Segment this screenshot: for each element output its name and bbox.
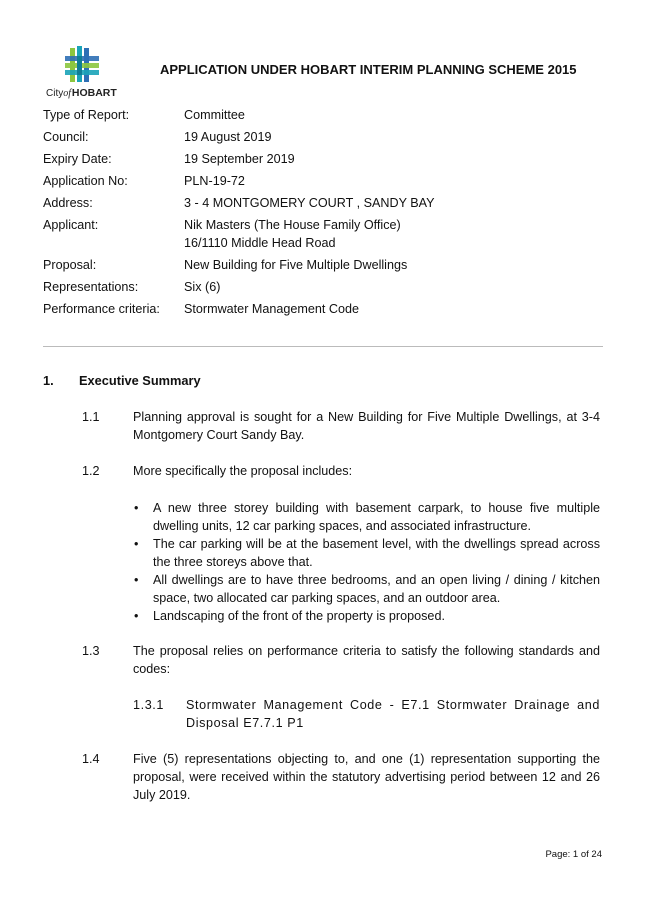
meta-value: 3 - 4 MONTGOMERY COURT , SANDY BAY [184, 196, 435, 210]
list-item: • The car parking will be at the basement level, with the dwellings spread across the three storeys above that. [133, 535, 600, 571]
section-title: Executive Summary [79, 373, 201, 388]
section-number: 1. [43, 373, 54, 388]
meta-row-council [43, 128, 435, 146]
paragraph-1-1 [82, 408, 600, 444]
paragraph-1-4 [82, 750, 600, 804]
meta-label: Performance criteria: [43, 302, 160, 316]
paragraph-number: 1.1 [82, 410, 100, 424]
meta-value: New Building for Five Multiple Dwellings [184, 258, 408, 272]
meta-row-proposal [43, 256, 435, 274]
paragraph-number: 1.4 [82, 752, 100, 766]
list-item: • Landscaping of the front of the property is proposed. [133, 607, 600, 625]
meta-row-performance-criteria [43, 300, 435, 318]
applicant-address: 16/1110 Middle Head Road [184, 236, 336, 250]
page-number: Page: 1 of 24 [545, 849, 602, 860]
meta-label: Address: [43, 196, 93, 210]
meta-label: Expiry Date: [43, 152, 112, 166]
meta-value: PLN-19-72 [184, 174, 245, 188]
paragraph-number: 1.2 [82, 464, 100, 478]
divider [43, 346, 603, 347]
subparagraph-number: 1.3.1 [133, 698, 165, 712]
meta-row-address [43, 194, 435, 212]
logo-text: Cityof HOBART [46, 87, 117, 99]
meta-label: Council: [43, 130, 89, 144]
meta-value: 19 August 2019 [184, 130, 272, 144]
applicant-name: Nik Masters (The House Family Office) [184, 218, 401, 232]
meta-label: Type of Report: [43, 108, 130, 122]
paragraph-text: More specifically the proposal includes: [133, 464, 353, 478]
meta-row-applicant [43, 216, 435, 252]
paragraph-1-3 [82, 642, 600, 678]
report-details [43, 106, 435, 322]
meta-value: Committee [184, 108, 245, 122]
meta-label: Proposal: [43, 258, 97, 272]
list-item: • A new three storey building with basement carpark, to house five multiple dwelling units, 12 car parking spaces, and associated infrastructure. [133, 499, 600, 535]
subparagraph-1-3-1 [133, 696, 600, 732]
list-item: • All dwellings are to have three bedrooms, and an open living / dining / kitchen space, two allocated car parking spaces, and an outdoor area. [133, 571, 600, 607]
meta-label: Application No: [43, 174, 128, 188]
meta-label: Representations: [43, 280, 139, 294]
meta-row-expiry [43, 150, 435, 168]
meta-label: Applicant: [43, 218, 99, 232]
meta-value: 19 September 2019 [184, 152, 295, 166]
meta-row-type [43, 106, 435, 124]
meta-value: Six (6) [184, 280, 221, 294]
section-heading [43, 373, 201, 388]
document-title: APPLICATION UNDER HOBART INTERIM PLANNING SCHEME 2015 [160, 62, 577, 77]
paragraph-text: Five (5) representations objecting to, and one (1) representation supporting the proposal, were received within the statutory advertising period between 12 and 26 July 2019. [133, 752, 600, 802]
paragraph-text: Planning approval is sought for a New Building for Five Multiple Dwellings, at 3-4 Montgomery Court Sandy Bay. [133, 410, 600, 442]
proposal-bullet-list [133, 499, 600, 625]
paragraph-1-2 [82, 462, 600, 480]
meta-row-application-no [43, 172, 435, 190]
subparagraph-text: Stormwater Management Code - E7.1 Stormwater Drainage and Disposal E7.7.1 P1 [186, 698, 600, 730]
meta-value: Stormwater Management Code [184, 302, 359, 316]
meta-value [184, 216, 401, 252]
paragraph-number: 1.3 [82, 644, 100, 658]
meta-row-representations [43, 278, 435, 296]
paragraph-text: The proposal relies on performance criteria to satisfy the following standards and codes: [133, 644, 600, 676]
